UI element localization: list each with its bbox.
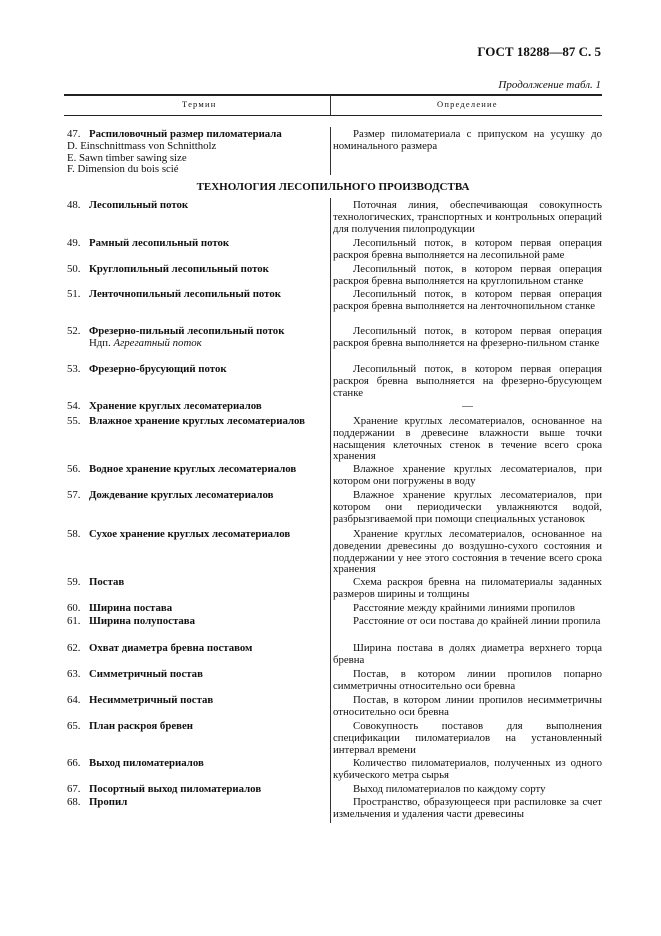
term-number: 67. — [67, 783, 81, 795]
term-cell — [67, 364, 329, 376]
term-cell — [67, 416, 329, 428]
term-number: 54. — [67, 400, 81, 412]
document-header: ГОСТ 18288—87 С. 5 — [477, 44, 601, 59]
definition-cell: — — [462, 400, 473, 412]
definition-cell: Ширина постава в долях диаметра верхнего торца бревна — [333, 642, 602, 666]
definition-cell: Влажное хранение круглых лесоматериалов, при котором они погружены в воду — [333, 463, 602, 487]
term-cell — [67, 784, 329, 796]
term-name: План раскроя бревен — [89, 720, 193, 732]
term-name: Ширина полупостава — [89, 615, 196, 627]
column-divider — [330, 198, 331, 823]
term-number: 48. — [67, 199, 81, 211]
term-name: Фрезерно-брусующий поток — [89, 363, 227, 375]
term-name: Дождевание круглых лесоматериалов — [89, 489, 274, 501]
term-cell — [67, 289, 329, 301]
column-divider-47 — [330, 127, 331, 175]
term-number: 51. — [67, 288, 81, 300]
term-number: 68. — [67, 796, 81, 808]
definition-cell: Лесопильный поток, в котором первая операция раскроя бревна выполняется на ленточнопильном станке — [333, 288, 602, 312]
deprecated-prefix: Ндп. — [89, 336, 114, 349]
definition-cell: Влажное хранение круглых лесоматериалов, при котором они периодически увлажняются водой, разбрызгиваемой при помощи специальных установок — [333, 489, 602, 525]
definition-cell: Выход пиломатериалов по каждому сорту — [353, 783, 546, 795]
term-name: Выход пиломатериалов — [89, 757, 204, 769]
term-cell — [67, 695, 329, 707]
definition-cell: Количество пиломатериалов, полученных из одного кубического метра сырья — [333, 757, 602, 781]
column-header-term: Термин — [182, 99, 217, 109]
term-cell — [67, 643, 329, 655]
foreign-equivalent: E. Sawn timber sawing size — [67, 151, 187, 164]
term-number: 61. — [67, 615, 81, 627]
term-name: Сухое хранение круглых лесоматериалов — [89, 528, 291, 540]
term-name: Постав — [89, 576, 125, 588]
definition-cell: Хранение круглых лесоматериалов, основанное на доведении древесины до воздушно-сухого состояния и поддержании у нее этого состояния в течение всего срока хранения — [333, 528, 602, 576]
term-name: Посортный выход пиломатериалов — [89, 783, 262, 795]
definition-cell: Лесопильный поток, в котором первая операция раскроя бревна выполняется на круглопильном станке — [333, 263, 602, 287]
deprecated-synonym — [67, 338, 329, 350]
term-number: 52. — [67, 325, 81, 337]
term-number: 66. — [67, 757, 81, 769]
section-title: ТЕХНОЛОГИЯ ЛЕСОПИЛЬНОГО ПРОИЗВОДСТВА — [196, 181, 470, 193]
term-cell — [67, 129, 329, 176]
term-name: Пропил — [89, 796, 128, 808]
definition-cell: Расстояние между крайними линиями пропилов — [353, 602, 575, 614]
definition-cell: Совокупность поставов для выполнения спецификации пиломатериалов на установленный интервал времени — [333, 720, 602, 756]
term-cell — [67, 797, 329, 809]
term-name: Охват диаметра бревна поставом — [89, 642, 253, 654]
term-cell — [67, 401, 329, 413]
foreign-equivalent: F. Dimension du bois scié — [67, 163, 179, 176]
column-header-definition: Определение — [437, 99, 498, 109]
definition-cell: Схема раскроя бревна на пиломатериалы заданных размеров ширины и толщины — [333, 576, 602, 600]
definition-cell: Хранение круглых лесоматериалов, основанное на поддержании в древесине влажности выше точки насыщения клеточных стенок в течение всего срока хранения — [333, 415, 602, 463]
term-name: Круглопильный лесопильный поток — [89, 263, 269, 275]
term-cell — [67, 326, 329, 350]
definition-cell: Постав, в котором линии пропилов попарно симметричны относительно оси бревна — [333, 668, 602, 692]
term-name: Хранение круглых лесоматериалов — [89, 400, 262, 412]
term-cell — [67, 490, 329, 502]
table-top-rule — [64, 94, 602, 96]
term-cell — [67, 238, 329, 250]
term-number: 60. — [67, 602, 81, 614]
term-name: Влажное хранение круглых лесоматериалов — [89, 415, 305, 427]
term-number: 53. — [67, 363, 81, 375]
term-number: 65. — [67, 720, 81, 732]
term-cell — [67, 669, 329, 681]
term-number: 63. — [67, 668, 81, 680]
definition-cell: Лесопильный поток, в котором первая операция раскроя бревна выполняется на фрезерно-пильном станке — [333, 325, 602, 349]
term-cell — [67, 616, 329, 628]
term-cell — [67, 603, 329, 615]
term-cell — [67, 529, 329, 541]
deprecated-term: Агрегатный поток — [113, 336, 202, 349]
term-name: Несимметричный постав — [89, 694, 214, 706]
term-number: 47. — [67, 128, 81, 140]
table-header-rule — [64, 115, 602, 116]
table-continuation-note: Продолжение табл. 1 — [498, 79, 601, 91]
term-number: 58. — [67, 528, 81, 540]
definition-cell: Размер пиломатериала с припуском на усушку до номинального размера — [333, 128, 602, 152]
term-cell — [67, 577, 329, 589]
definition-cell: Постав, в котором линии пропилов несимметричны относительно оси бревна — [333, 694, 602, 718]
term-number: 50. — [67, 263, 81, 275]
term-name: Ширина постава — [89, 602, 173, 614]
term-cell — [67, 721, 329, 733]
term-cell — [67, 464, 329, 476]
term-name: Лесопильный поток — [89, 199, 189, 211]
term-cell — [67, 264, 329, 276]
header-column-divider — [330, 95, 331, 115]
term-name: Ленточнопильный лесопильный поток — [89, 288, 281, 300]
term-name: Рамный лесопильный поток — [89, 237, 230, 249]
definition-cell: Лесопильный поток, в котором первая операция раскроя бревна выполняется на фрезерно-брусующем станке — [333, 363, 602, 399]
foreign-equivalent: D. Einschnittmass von Schnittholz — [67, 139, 217, 152]
definition-cell: Лесопильный поток, в котором первая операция раскроя бревна выполняется на лесопильной раме — [333, 237, 602, 261]
term-name: Симметричный постав — [89, 668, 203, 680]
term-name: Распиловочный размер пиломатериала — [89, 128, 282, 140]
definition-cell: Поточная линия, обеспечивающая совокупность технологических, транспортных и контрольных операций для получения пилопродукции — [333, 199, 602, 235]
term-number: 64. — [67, 694, 81, 706]
term-number: 49. — [67, 237, 81, 249]
term-number: 59. — [67, 576, 81, 588]
term-cell — [67, 758, 329, 770]
definition-cell: Пространство, образующееся при распиловке за счет измельчения и удаления части древесины — [333, 796, 602, 820]
term-cell — [67, 200, 329, 212]
term-number: 55. — [67, 415, 81, 427]
term-name: Фрезерно-пильный лесопильный поток — [89, 325, 285, 337]
term-number: 56. — [67, 463, 81, 475]
term-number: 62. — [67, 642, 81, 654]
term-number: 57. — [67, 489, 81, 501]
definition-cell: Расстояние от оси постава до крайней линии пропила — [353, 615, 601, 627]
term-name: Водное хранение круглых лесоматериалов — [89, 463, 297, 475]
